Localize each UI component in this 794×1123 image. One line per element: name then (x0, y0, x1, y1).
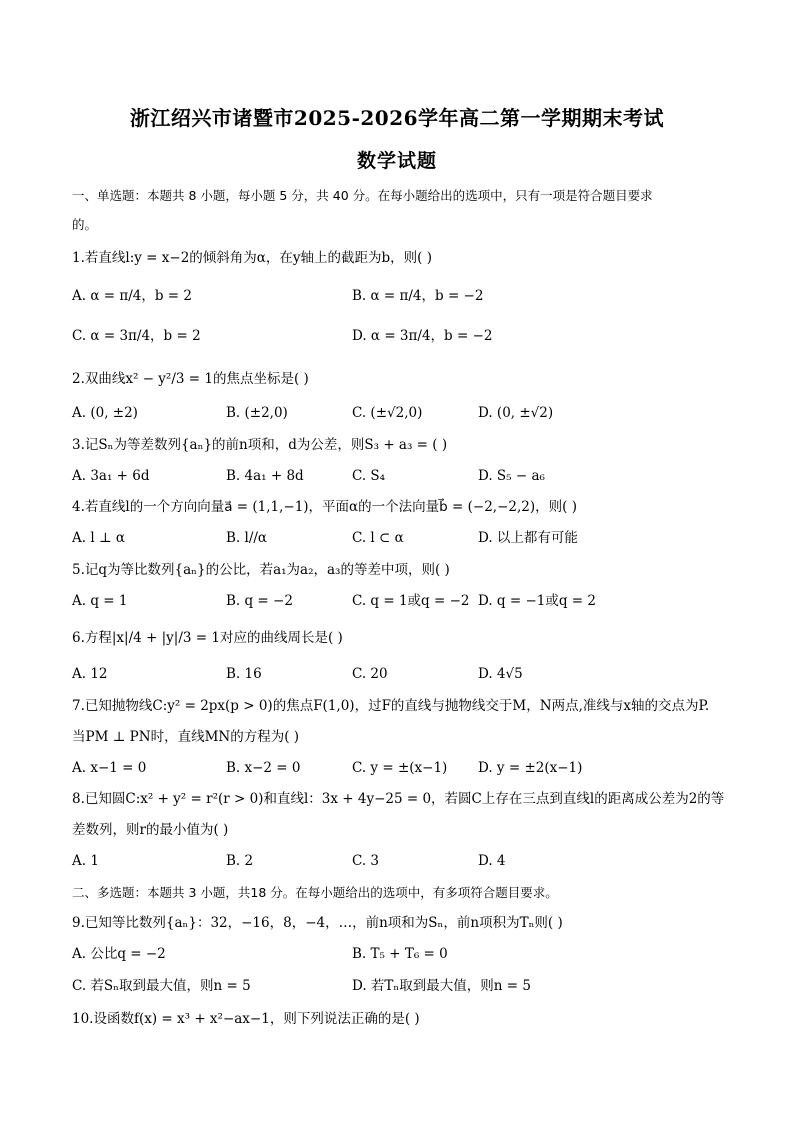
question-9-option-a: A. 公比q = −2 (72, 946, 166, 962)
question-7-option-d: D. y = ±2(x−1) (478, 760, 583, 776)
question-1-option-a: A. α = π/4，b = 2 (72, 288, 192, 304)
question-8-option-b: B. 2 (226, 853, 254, 869)
question-7-option-b: B. x−2 = 0 (226, 760, 301, 776)
question-7-option-a: A. x−1 = 0 (72, 760, 147, 776)
question-2-option-d: D. (0, ±√2) (478, 405, 554, 421)
question-9-option-d: D. 若Tₙ取到最大值，则n = 5 (352, 978, 531, 994)
page-subtitle: 数学试题 (356, 150, 437, 172)
question-2-stem: 2.双曲线x² − y²/3 = 1的焦点坐标是( ) (72, 371, 309, 387)
section2-heading: 二、多选题：本题共 3 小题，共18 分。在每小题给出的选项中，有多项符合题目要求。 (72, 885, 558, 900)
question-4-option-b: B. l//α (226, 530, 268, 546)
question-10-stem: 10.设函数f(x) = x³ + x²−ax−1，则下列说法正确的是( ) (72, 1011, 420, 1027)
question-6-stem: 6.方程|x|/4 + |y|/3 = 1对应的曲线周长是( ) (72, 630, 343, 646)
section1-heading-line2: 的。 (72, 217, 98, 232)
question-2-option-a: A. (0, ±2) (72, 405, 138, 421)
question-1-option-d: D. α = 3π/4，b = −2 (352, 328, 493, 344)
question-8-option-a: A. 1 (72, 853, 99, 869)
question-7-stem: 7.已知抛物线C:y² = 2px(p > 0)的焦点F(1,0)，过F的直线与抛物线交于M，N两点,准线与x轴的交点为P. (72, 698, 710, 714)
question-8-stem-cont: 差数列，则r的最小值为( ) (72, 822, 229, 838)
question-7-option-c: C. y = ±(x−1) (352, 760, 448, 776)
question-6-option-d: D. 4√5 (478, 666, 523, 682)
question-2-option-b: B. (±2,0) (226, 405, 288, 421)
question-3-option-b: B. 4a₁ + 8d (226, 468, 304, 484)
question-9-option-c: C. 若Sₙ取到最大值，则n = 5 (72, 978, 251, 994)
question-4-stem: 4.若直线l的一个方向向量a⃗ = (1,1,−1)，平面α的一个法向量b⃗ = (−2,−2,2)，则( ) (72, 499, 577, 515)
question-6-option-a: A. 12 (72, 666, 108, 682)
question-3-option-d: D. S₅ − a₆ (478, 468, 545, 484)
question-5-option-c: C. q = 1或q = −2 (352, 593, 470, 609)
question-3-option-a: A. 3a₁ + 6d (72, 468, 150, 484)
question-2-option-c: C. (±√2,0) (352, 405, 423, 421)
question-3-stem: 3.记Sₙ为等差数列{aₙ}的前n项和，d为公差，则S₃ + a₃ = ( ) (72, 437, 448, 453)
question-8-stem: 8.已知圆C:x² + y² = r²(r > 0)和直线l：3x + 4y−25 = 0，若圆C上存在三点到直线l的距离成公差为2的等 (72, 791, 725, 807)
question-1-option-b: B. α = π/4，b = −2 (352, 288, 484, 304)
question-1-option-c: C. α = 3π/4，b = 2 (72, 328, 201, 344)
question-5-option-a: A. q = 1 (72, 593, 128, 609)
question-5-stem: 5.记q为等比数列{aₙ}的公比，若a₁为a₂，a₃的等差中项，则( ) (72, 562, 450, 578)
question-7-stem-cont: 当PM ⊥ PN时，直线MN的方程为( ) (72, 729, 300, 745)
question-9-option-b: B. T₅ + T₆ = 0 (352, 946, 448, 962)
question-4-option-d: D. 以上都有可能 (478, 530, 578, 546)
question-9-stem: 9.已知等比数列{aₙ}：32，−16，8，−4，…，前n项和为Sₙ，前n项积为Tₙ则( ) (72, 915, 563, 931)
section1-heading-line1: 一、单选题：本题共 8 小题，每小题 5 分，共 40 分。在每小题给出的选项中，只有一项是符合题目要求 (72, 188, 653, 203)
question-5-option-d: D. q = −1或q = 2 (478, 593, 596, 609)
question-4-option-c: C. l ⊂ α (352, 530, 404, 546)
question-6-option-b: B. 16 (226, 666, 262, 682)
question-3-option-c: C. S₄ (352, 468, 386, 484)
question-8-option-c: C. 3 (352, 853, 380, 869)
page-title: 浙江绍兴市诸暨市2025-2026学年高二第一学期期末考试 (129, 106, 665, 130)
question-8-option-d: D. 4 (478, 853, 506, 869)
question-5-option-b: B. q = −2 (226, 593, 293, 609)
question-1-stem: 1.若直线l:y = x−2的倾斜角为α，在y轴上的截距为b，则( ) (72, 250, 432, 266)
question-6-option-c: C. 20 (352, 666, 388, 682)
question-4-option-a: A. l ⊥ α (72, 530, 126, 546)
